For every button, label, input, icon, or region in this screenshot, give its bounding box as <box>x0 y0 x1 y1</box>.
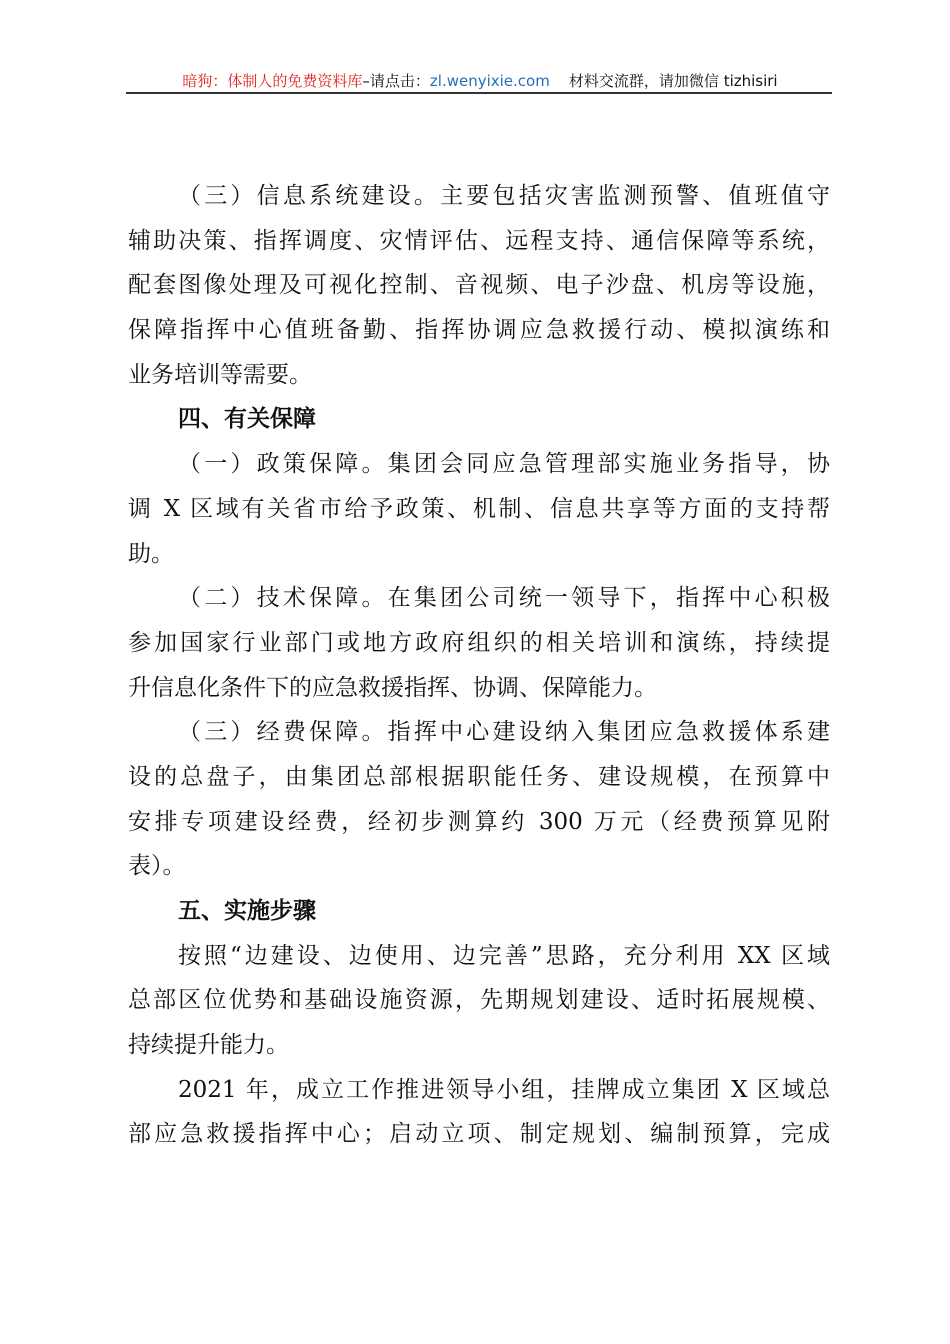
text-line: 按照“边建设、边使用、边完善”思路，充分利用 XX 区域 <box>178 942 830 969</box>
section-heading: 四、有关保障 <box>178 406 316 433</box>
text-line: 配套图像处理及可视化控制、音视频、电子沙盘、机房等设施， <box>128 272 830 299</box>
header-link[interactable]: zl.wenyixie.com <box>429 72 550 90</box>
text-line: 参加国家行业部门或地方政府组织的相关培训和演练，持续提 <box>128 629 830 656</box>
text-line: 表）。 <box>128 853 186 880</box>
page-header <box>128 70 832 91</box>
text-line: 调 X 区域有关省市给予政策、机制、信息共享等方面的支持帮 <box>128 495 830 522</box>
text-line: 设的总盘子，由集团总部根据职能任务、建设规模，在预算中 <box>128 763 830 790</box>
text-line: 辅助决策、指挥调度、灾情评估、远程支持、通信保障等系统， <box>128 227 830 254</box>
header-site-name: 暗狗：体制人的免费资料库 <box>182 72 363 90</box>
text-line: 持续提升能力。 <box>128 1032 289 1059</box>
text-line: 助。 <box>128 540 174 567</box>
text-line: （一）政策保障。集团会同应急管理部实施业务指导，协 <box>178 451 830 478</box>
document-body <box>128 174 830 1157</box>
text-line: （二）技术保障。在集团公司统一领导下，指挥中心积极 <box>178 585 830 612</box>
text-line: （三）经费保障。指挥中心建设纳入集团应急救援体系建 <box>178 719 830 746</box>
header-wechat-note: 材料交流群，请加微信 tizhisiri <box>568 72 778 90</box>
text-line: 总部区位优势和基础设施资源，先期规划建设、适时拓展规模、 <box>128 987 830 1014</box>
header-click-prompt: –请点击： <box>362 72 430 90</box>
text-line: 2021 年，成立工作推进领导小组，挂牌成立集团 X 区域总 <box>178 1076 830 1103</box>
header-divider <box>126 92 832 94</box>
text-line: 安排专项建设经费，经初步测算约 300 万元（经费预算见附 <box>128 808 830 835</box>
text-line: （三）信息系统建设。主要包括灾害监测预警、值班值守 <box>178 183 830 209</box>
text-line: 保障指挥中心值班备勤、指挥协调应急救援行动、模拟演练和 <box>128 317 830 344</box>
text-line: 业务培训等需要。 <box>128 361 312 388</box>
text-line: 部应急救援指挥中心；启动立项、制定规划、编制预算，完成 <box>128 1121 830 1148</box>
text-line: 升信息化条件下的应急救援指挥、协调、保障能力。 <box>128 674 657 701</box>
section-heading: 五、实施步骤 <box>178 898 316 924</box>
